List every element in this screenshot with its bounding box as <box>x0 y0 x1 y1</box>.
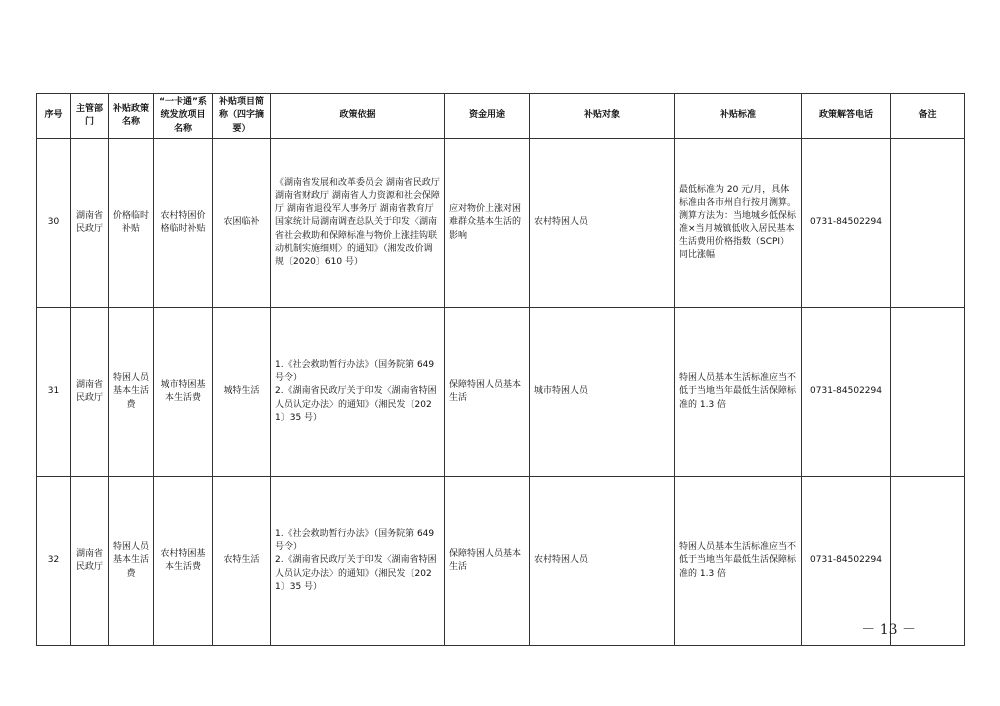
cell-department: 湖南省民政厅 <box>71 308 109 477</box>
cell-policy-name: 特困人员基本生活费 <box>109 308 154 477</box>
cell-phone: 0731-84502294 <box>802 139 891 308</box>
cell-standard: 最低标准为 20 元/月，具体标准由各市州自行按月测算。测算方法为：当地城乡低保标准×当月城镇低收入居民基本生活费用价格指数（SCPI）同比涨幅 <box>675 139 802 308</box>
cell-basis: 《湖南省发展和改革委员会 湖南省民政厅 湖南省财政厅 湖南省人力资源和社会保障厅 湖南省退役军人事务厅 湖南省教育厅 国家统计局湖南调查总队关于印发〈湖南省社会救助和保障标准与物价上涨挂钩联动机制实施细则〉的通知》（湘发改价调规〔2020〕610 号） <box>271 139 445 308</box>
header-system-item: “一卡通”系统发放项目名称 <box>154 94 213 139</box>
cell-seq: 31 <box>37 308 71 477</box>
cell-department: 湖南省民政厅 <box>71 477 109 646</box>
header-target: 补贴对象 <box>530 94 675 139</box>
cell-purpose: 保障特困人员基本生活 <box>445 308 530 477</box>
cell-seq: 30 <box>37 139 71 308</box>
cell-short-name: 农特生活 <box>213 477 271 646</box>
header-standard: 补贴标准 <box>675 94 802 139</box>
table-row <box>37 308 965 477</box>
cell-phone: 0731-84502294 <box>802 477 891 646</box>
header-phone: 政策解答电话 <box>802 94 891 139</box>
cell-standard: 特困人员基本生活标准应当不低于当地当年最低生活保障标准的 1.3 倍 <box>675 477 802 646</box>
cell-system-item: 农村特困价格临时补贴 <box>154 139 213 308</box>
cell-basis: 1.《社会救助暂行办法》（国务院第 649 号令） 2.《湖南省民政厅关于印发〈湖南省特困人员认定办法〉的通知》（湘民发〔2021〕35 号） <box>271 308 445 477</box>
table-row <box>37 139 965 308</box>
cell-department: 湖南省民政厅 <box>71 139 109 308</box>
subsidy-table <box>36 93 965 646</box>
cell-remark <box>891 139 965 308</box>
header-policy-name: 补贴政策名称 <box>109 94 154 139</box>
header-remark: 备注 <box>891 94 965 139</box>
header-basis: 政策依据 <box>271 94 445 139</box>
cell-purpose: 保障特困人员基本生活 <box>445 477 530 646</box>
header-short-name: 补贴项目简称（四字摘要） <box>213 94 271 139</box>
cell-standard: 特困人员基本生活标准应当不低于当地当年最低生活保障标准的 1.3 倍 <box>675 308 802 477</box>
cell-target: 农村特困人员 <box>530 139 675 308</box>
cell-system-item: 城市特困基本生活费 <box>154 308 213 477</box>
cell-phone: 0731-84502294 <box>802 308 891 477</box>
cell-purpose: 应对物价上涨对困难群众基本生活的影响 <box>445 139 530 308</box>
cell-target: 城市特困人员 <box>530 308 675 477</box>
cell-policy-name: 价格临时补贴 <box>109 139 154 308</box>
page-number: － 13 － <box>861 622 916 638</box>
cell-short-name: 城特生活 <box>213 308 271 477</box>
cell-system-item: 农村特困基本生活费 <box>154 477 213 646</box>
header-department: 主管部门 <box>71 94 109 139</box>
cell-target: 农村特困人员 <box>530 477 675 646</box>
header-seq: 序号 <box>37 94 71 139</box>
cell-seq: 32 <box>37 477 71 646</box>
cell-short-name: 农困临补 <box>213 139 271 308</box>
cell-remark <box>891 308 965 477</box>
cell-policy-name: 特困人员基本生活费 <box>109 477 154 646</box>
header-purpose: 资金用途 <box>445 94 530 139</box>
table-row <box>37 477 965 646</box>
cell-basis: 1.《社会救助暂行办法》（国务院第 649 号令） 2.《湖南省民政厅关于印发〈湖南省特困人员认定办法〉的通知》（湘民发〔2021〕35 号） <box>271 477 445 646</box>
table-header-row <box>37 94 965 139</box>
